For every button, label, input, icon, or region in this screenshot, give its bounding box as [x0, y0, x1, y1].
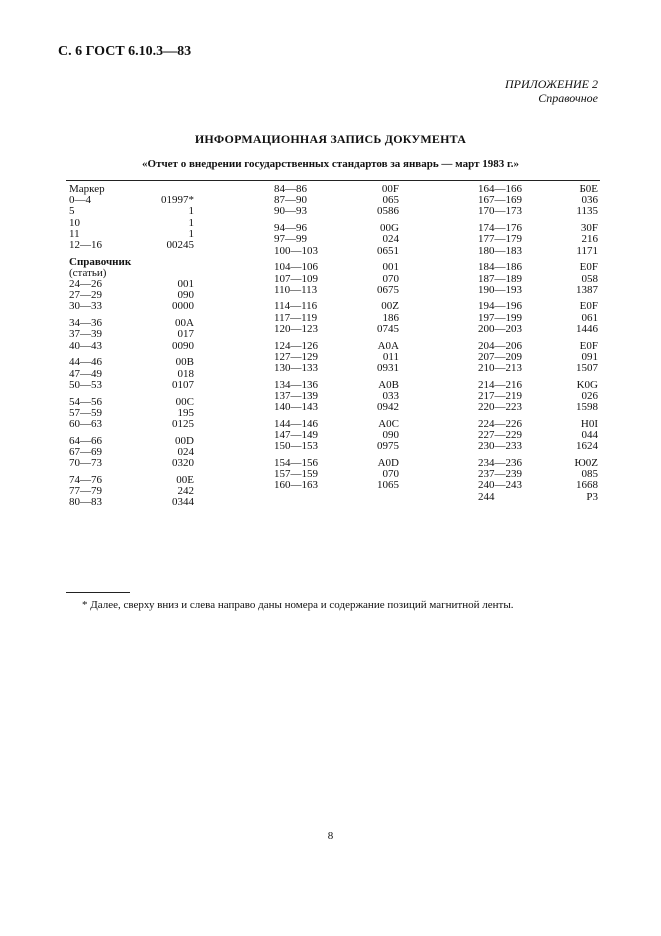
table-row: [274, 206, 399, 217]
col1-group-1: [69, 184, 194, 251]
position-value: 242: [177, 485, 194, 498]
section-title-text: Справочник: [69, 255, 132, 268]
table-row: [69, 341, 194, 352]
position-range: 67—69: [69, 445, 102, 458]
position-range: 30—33: [69, 300, 102, 313]
table-row: [274, 285, 399, 296]
position-value: K0G: [576, 378, 598, 391]
col3-group-7: [478, 419, 598, 453]
table-row: [274, 234, 399, 245]
appendix-title: ПРИЛОЖЕНИЕ 2: [505, 77, 598, 91]
table-row: [478, 234, 598, 245]
position-range: 217—219: [478, 389, 522, 402]
table-row: [478, 492, 598, 503]
position-value: H0I: [580, 417, 598, 430]
position-value: 1135: [576, 205, 598, 218]
position-range: 144—146: [274, 417, 318, 430]
table-row: [274, 363, 399, 374]
table-row: [478, 402, 598, 413]
position-range: 124—126: [274, 339, 318, 352]
table-row: [69, 357, 194, 368]
position-value: 1171: [576, 244, 598, 257]
position-value: 00G: [380, 222, 399, 235]
position-range: 107—109: [274, 272, 318, 285]
position-range: 11: [69, 227, 80, 240]
position-range: 237—239: [478, 468, 522, 481]
position-value: 070: [382, 272, 399, 285]
position-range: 190—193: [478, 283, 522, 296]
position-range: 130—133: [274, 362, 318, 374]
position-range: 240—243: [478, 479, 522, 492]
position-value: 0651: [377, 244, 399, 257]
col3-group-4: [478, 301, 598, 335]
position-range: 100—103: [274, 244, 318, 257]
position-range: 184—186: [478, 261, 522, 274]
position-value: 0090: [172, 339, 194, 352]
position-range: 27—29: [69, 289, 102, 302]
position-range: 227—229: [478, 429, 522, 442]
position-value: A0B: [378, 378, 399, 391]
table-row: [274, 274, 399, 285]
col3-group-8: [478, 458, 598, 503]
position-range: 177—179: [478, 233, 522, 246]
position-value: 0745: [377, 322, 399, 335]
position-range: 187—189: [478, 272, 522, 285]
table-row: [69, 195, 194, 206]
position-range: 77—79: [69, 485, 102, 498]
position-range: 164—166: [478, 183, 522, 195]
col1-group-3: [69, 318, 194, 352]
table-row: [69, 419, 194, 430]
position-range: 180—183: [478, 244, 522, 257]
position-value: 186: [382, 311, 399, 324]
position-range: 84—86: [274, 183, 307, 195]
table-row: [478, 246, 598, 257]
table-row: [274, 402, 399, 413]
table-row: [69, 329, 194, 340]
table-row: [478, 206, 598, 217]
position-range: 50—53: [69, 378, 102, 391]
col1-group-4: [69, 357, 194, 391]
position-range: 97—99: [274, 233, 307, 246]
position-value: Ю0Z: [574, 457, 598, 470]
position-range: 120—123: [274, 322, 318, 335]
position-value: E0F: [579, 300, 598, 313]
position-value: 1065: [377, 479, 399, 492]
col2-group-5: [274, 341, 399, 375]
table-row: [69, 301, 194, 312]
position-value: 0344: [172, 496, 194, 509]
position-value: 00245: [166, 238, 194, 251]
appendix-subtitle: Справочное: [538, 91, 598, 105]
position-range: 10: [69, 216, 80, 229]
position-value: 0975: [377, 440, 399, 453]
position-range: 150—153: [274, 440, 318, 453]
position-value: 070: [382, 468, 399, 481]
table-row: [478, 285, 598, 296]
position-value: P3: [586, 490, 598, 503]
position-range: 140—143: [274, 401, 318, 414]
position-range: 104—106: [274, 261, 318, 274]
table-row: [274, 246, 399, 257]
document-subtitle: «Отчет о внедрении государственных стандартов за январь — март 1983 г.»: [142, 158, 519, 170]
position-value: 00B: [175, 356, 194, 369]
position-range: 160—163: [274, 479, 318, 492]
position-value: E0F: [579, 261, 598, 274]
col3-group-5: [478, 341, 598, 375]
position-range: 5: [69, 205, 75, 218]
position-value: 0931: [377, 362, 399, 374]
table-row: [69, 240, 194, 251]
position-value: Б0Е: [579, 183, 598, 195]
col1-group-6: [69, 436, 194, 470]
position-value: 011: [382, 350, 399, 363]
position-value: 024: [382, 233, 399, 246]
position-range: 117—119: [274, 311, 318, 324]
position-value: 1507: [576, 362, 598, 374]
position-value: 018: [177, 367, 194, 380]
col2-group-3: [274, 262, 399, 296]
position-range: 47—49: [69, 367, 102, 380]
position-range: 210—213: [478, 362, 522, 374]
position-value: 091: [581, 350, 598, 363]
document-title: ИНФОРМАЦИОННАЯ ЗАПИСЬ ДОКУМЕНТА: [194, 132, 467, 146]
section-subtitle-text: (статьи): [69, 266, 107, 279]
position-value: 00F: [381, 183, 399, 195]
position-range: 12—16: [69, 238, 102, 251]
position-range: 214—216: [478, 378, 522, 391]
position-value: 061: [581, 311, 598, 324]
position-value: 090: [177, 289, 194, 302]
col1-group-5: [69, 397, 194, 431]
page-header-ref: С. 6 ГОСТ 6.10.3—83: [58, 44, 192, 59]
col3-group-2: [478, 223, 598, 257]
position-range: 110—113: [274, 283, 318, 296]
position-range: 80—83: [69, 496, 102, 509]
column-2: [274, 184, 399, 492]
col2-group-7: [274, 419, 399, 453]
table-row: [478, 262, 598, 273]
column-1: [69, 184, 194, 508]
table-row: [274, 262, 399, 273]
col1-group-2: [69, 279, 194, 313]
position-value: 044: [581, 429, 598, 442]
position-range: 40—43: [69, 339, 102, 352]
position-value: 036: [581, 194, 598, 207]
table-row: [478, 324, 598, 335]
position-range: 44—46: [69, 356, 102, 369]
position-range: 37—39: [69, 328, 102, 341]
position-value: 0125: [172, 417, 194, 430]
position-range: 94—96: [274, 222, 307, 235]
position-range: 194—196: [478, 300, 522, 313]
position-value: A0C: [378, 417, 399, 430]
position-range: 137—139: [274, 389, 318, 402]
appendix-label: [470, 77, 598, 105]
position-value: 033: [382, 389, 399, 402]
table-row: [274, 301, 399, 312]
position-value: 1387: [576, 283, 598, 296]
position-value: 0942: [377, 401, 399, 414]
position-value: 1446: [576, 322, 598, 335]
position-range: 200—203: [478, 322, 522, 335]
position-range: 234—236: [478, 457, 522, 470]
position-value: 090: [382, 429, 399, 442]
position-range: 220—223: [478, 401, 522, 414]
position-value: 00C: [175, 395, 194, 408]
table-row: [274, 441, 399, 452]
position-value: 1668: [576, 479, 598, 492]
position-range: 197—199: [478, 311, 522, 324]
position-value: 216: [581, 233, 598, 246]
position-value: 017: [177, 328, 194, 341]
page-number: 8: [327, 830, 334, 842]
table-row: [69, 218, 194, 229]
col2-group-6: [274, 380, 399, 414]
position-range: 207—209: [478, 350, 522, 363]
table-row: [478, 274, 598, 285]
col3-group-3: [478, 262, 598, 296]
position-range: 114—116: [274, 300, 318, 313]
position-range: 224—226: [478, 417, 522, 430]
position-value: 1624: [576, 440, 598, 453]
position-range: 64—66: [69, 434, 102, 447]
position-value: 1: [188, 216, 194, 229]
position-range: 127—129: [274, 350, 318, 363]
position-value: 0586: [377, 205, 399, 218]
column-3: [478, 184, 598, 503]
position-value: 00Z: [381, 300, 399, 313]
position-value: 001: [382, 261, 399, 274]
position-range: Маркер: [69, 183, 105, 195]
position-value: 01997*: [161, 194, 194, 207]
position-range: 34—36: [69, 317, 102, 330]
position-range: 230—233: [478, 440, 522, 453]
position-value: A0A: [377, 339, 399, 352]
position-range: 147—149: [274, 429, 318, 442]
table-row: [69, 380, 194, 391]
position-value: 0320: [172, 457, 194, 470]
col2-group-1: [274, 184, 399, 218]
position-range: 134—136: [274, 378, 318, 391]
position-value: 1598: [576, 401, 598, 414]
position-value: 026: [581, 389, 598, 402]
table-row: [274, 324, 399, 335]
position-value: 001: [177, 278, 194, 291]
position-range: 90—93: [274, 205, 307, 218]
footnote-rule: [66, 592, 130, 593]
position-range: 167—169: [478, 194, 522, 207]
position-value: 195: [177, 406, 194, 419]
position-value: 024: [177, 445, 194, 458]
footnote: * Далее, сверху вниз и слева направо даны номера и содержание позиций магнитной ленты.: [82, 599, 514, 611]
position-value: 058: [581, 272, 598, 285]
position-range: 57—59: [69, 406, 102, 419]
position-range: 244: [478, 490, 495, 503]
position-value: 0000: [172, 300, 194, 313]
table-row: [69, 458, 194, 469]
top-rule: [66, 180, 600, 181]
position-range: 70—73: [69, 457, 102, 470]
position-range: 154—156: [274, 457, 318, 470]
position-range: 204—206: [478, 339, 522, 352]
position-value: 0107: [172, 378, 194, 391]
position-value: A0D: [377, 457, 399, 470]
table-row: [478, 480, 598, 491]
position-range: 74—76: [69, 473, 102, 486]
position-value: 065: [382, 194, 399, 207]
table-row: [274, 480, 399, 491]
table-row: [478, 363, 598, 374]
position-range: 54—56: [69, 395, 102, 408]
position-value: 30F: [580, 222, 598, 235]
col3-group-6: [478, 380, 598, 414]
col2-group-8: [274, 458, 399, 492]
col2-group-2: [274, 223, 399, 257]
position-range: 60—63: [69, 417, 102, 430]
table-row: [69, 497, 194, 508]
col3-group-1: [478, 184, 598, 218]
col2-group-4: [274, 301, 399, 335]
position-value: 1: [188, 227, 194, 240]
position-value: 085: [581, 468, 598, 481]
position-value: E0F: [579, 339, 598, 352]
position-range: 174—176: [478, 222, 522, 235]
position-range: 87—90: [274, 194, 307, 207]
position-value: 0675: [377, 283, 399, 296]
col1-group-7: [69, 475, 194, 509]
table-row: [478, 441, 598, 452]
position-value: 00D: [175, 434, 194, 447]
position-value: 00E: [176, 473, 194, 486]
position-value: 00A: [175, 317, 194, 330]
table-row: [69, 206, 194, 217]
table-row: [478, 301, 598, 312]
position-value: 1: [188, 205, 194, 218]
position-range: 0—4: [69, 194, 91, 207]
position-range: 157—159: [274, 468, 318, 481]
position-range: 24—26: [69, 278, 102, 291]
position-range: 170—173: [478, 205, 522, 218]
